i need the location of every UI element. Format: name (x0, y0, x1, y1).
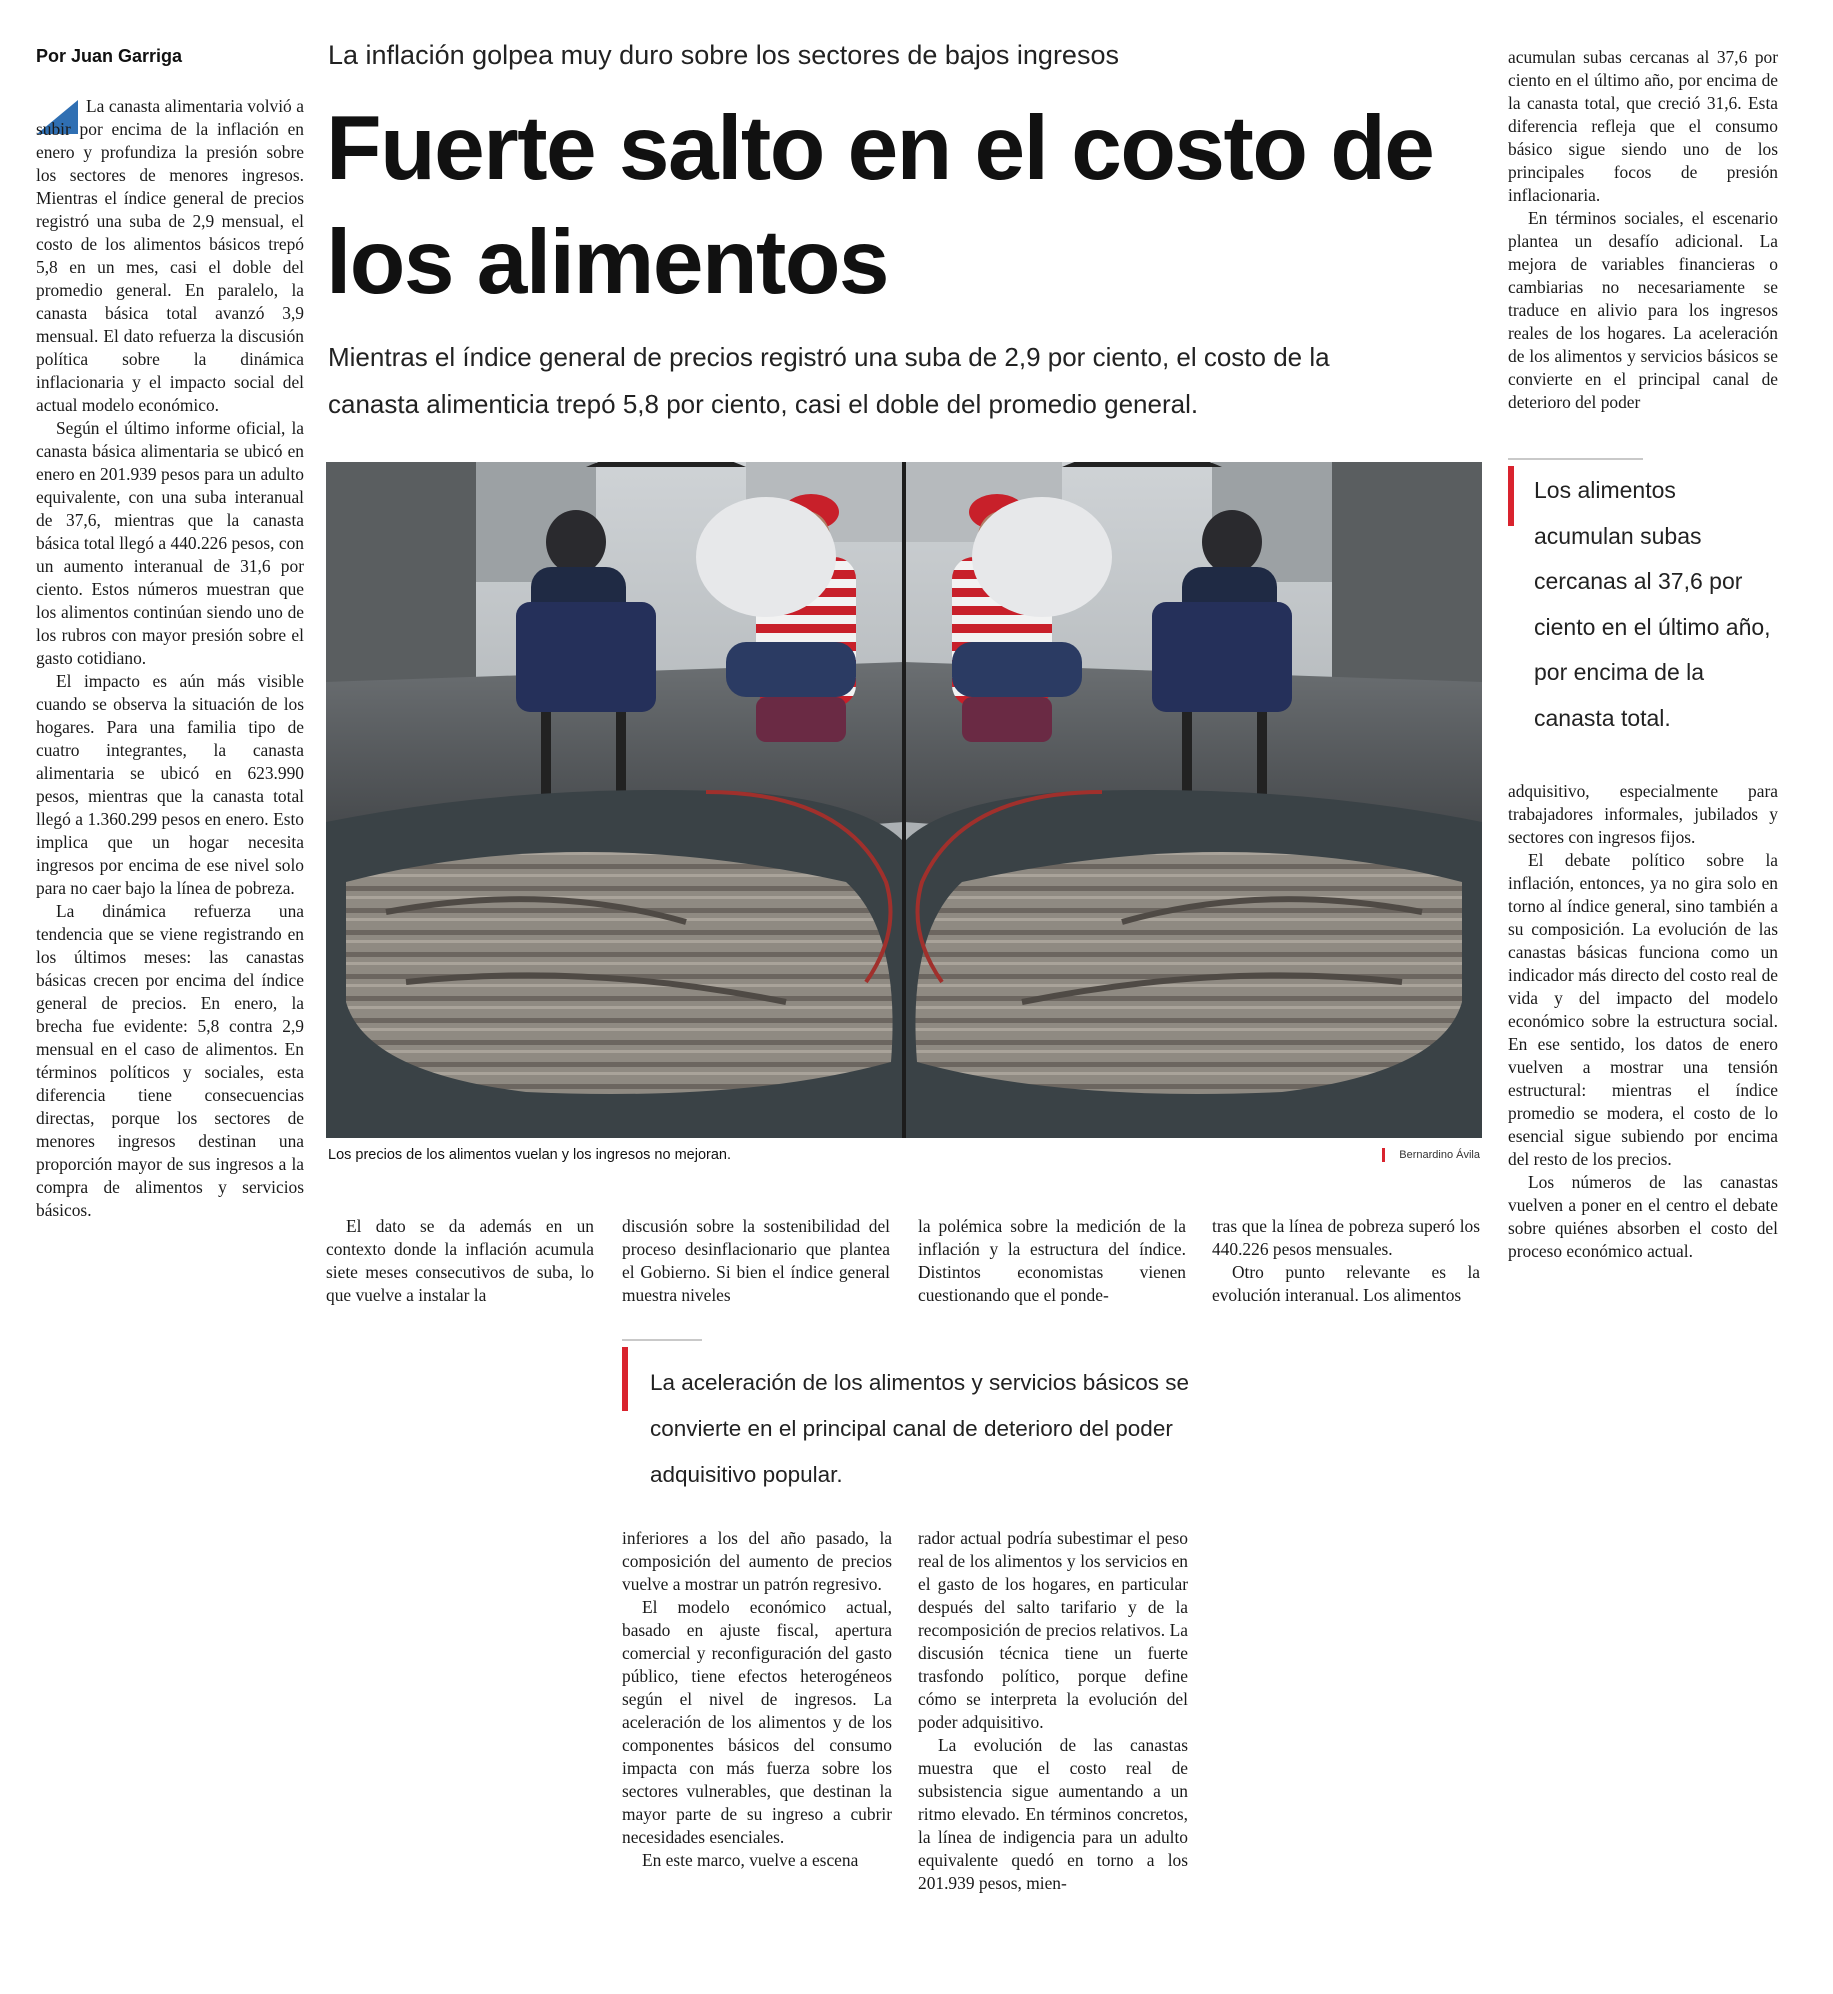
column-left (36, 95, 304, 1222)
paragraph: rador actual podría subestimar el peso real de los alimentos y los servicios en el gasto de los hogares, en particular después del salto tarifario y de la recomposición de precios relativos. La discusión técnica tiene un fuerte trasfondo político, porque define cómo se interpreta la evolución del poder adquisitivo. (918, 1528, 1188, 1732)
article-photo (326, 462, 1482, 1138)
column-row3-2 (918, 1527, 1188, 1895)
paragraph: la polémica sobre la medición de la inflación y la estructura del índice. Distintos economistas vienen cuestionando que el ponde- (918, 1216, 1186, 1305)
pullquote-center: La aceleración de los alimentos y servicios básicos se convierte en el principal canal de deterioro del poder adquisitivo popular. (650, 1370, 1190, 1487)
photo-credit: Bernardino Ávila (1399, 1149, 1480, 1161)
paragraph: El impacto es aún más visible cuando se observa la situación de los hogares. Para una familia tipo de cuatro integrantes, la canasta alimentaria se ubicó en 623.990 pesos, mientras que la canasta total llegó a 1.360.299 pesos en enero. Esto implica que un hogar necesita ingresos por encima de ese nivel solo para no caer bajo la línea de pobreza. (36, 671, 304, 898)
paragraph: acumulan subas cercanas al 37,6 por ciento en el último año, por encima de la canasta total, que creció 31,6. Esta diferencia refleja que el consumo básico sigue siendo uno de los principales focos de presión inflacionaria. (1508, 47, 1778, 205)
pullquote-rule (622, 1339, 702, 1341)
paragraph: La dinámica refuerza una tendencia que se viene registrando en los últimos meses: las canastas básicas crecen por encima del índice general de precios. En enero, la brecha fue evidente: 5,8 contra 2,9 mensual en el caso de alimentos. En términos políticos y sociales, esta diferencia tiene consecuencias directas, porque los sectores de menores ingresos destinan una proporción mayor de sus ingresos a la compra de alimentos y servicios básicos. (36, 901, 304, 1220)
paragraph: tras que la línea de pobreza superó los 440.226 pesos mensuales. (1212, 1216, 1480, 1259)
paragraph: Los números de las canastas vuelven a poner en el centro el debate sobre quiénes absorben el costo del proceso económico actual. (1508, 1172, 1778, 1261)
pullquote-right: Los alimentos acumulan subas cercanas al 37,6 por ciento en el último año, por encima de la canasta total. (1534, 477, 1771, 731)
kicker: La inflación golpea muy duro sobre los sectores de bajos ingresos (328, 40, 1119, 70)
column-row2-4 (1212, 1215, 1480, 1307)
pullquote-rule (1508, 458, 1643, 460)
byline: Por Juan Garriga (36, 46, 183, 66)
paragraph: Otro punto relevante es la evolución interanual. Los alimentos (1212, 1262, 1480, 1305)
headline: Fuerte salto en el costo de los alimentos (326, 98, 1434, 313)
paragraph: Según el último informe oficial, la canasta básica alimentaria se ubicó en enero en 201.939 pesos para un adulto equivalente, con una suba interanual de 37,6, mientras que la canasta básica total llegó a 440.226 pesos, con un aumento interanual de 31,6 por ciento. Estos números muestran que los alimentos continúan siendo uno de los rubros con mayor presión sobre el gasto cotidiano. (36, 418, 304, 668)
column-row2-2 (622, 1215, 890, 1307)
paragraph: inferiores a los del año pasado, la composición del aumento de precios vuelve a mostrar un patrón regresivo. (622, 1528, 892, 1594)
paragraph: En este marco, vuelve a escena (642, 1850, 859, 1870)
pullquote-bar (622, 1347, 628, 1411)
deck: Mientras el índice general de precios registró una suba de 2,9 por ciento, el costo de la canasta alimenticia trepó 5,8 por ciento, casi el doble del promedio general. (328, 342, 1330, 419)
column-row2-3 (918, 1215, 1186, 1307)
column-right-bottom (1508, 780, 1778, 1263)
paragraph: La canasta alimentaria volvió a subir por encima de la inflación en enero y profundiza la presión sobre los sectores de menores ingresos. Mientras el índice general de precios registró una suba de 2,9 mensual, el costo de los alimentos básicos trepó 5,8 en un mes, casi el doble del promedio general. En paralelo, la canasta básica total avanzó 3,9 mensual. El dato refuerza la discusión política sobre la dinámica inflacionaria y el impacto social del actual modelo económico. (36, 96, 304, 415)
paragraph: La evolución de las canastas muestra que el costo real de subsistencia sigue aumentando a un ritmo elevado. En términos concretos, la línea de indigencia para un adulto equivalente quedó en torno a los 201.939 pesos, mien- (918, 1735, 1188, 1893)
paragraph: adquisitivo, especialmente para trabajadores informales, jubilados y sectores con ingresos fijos. (1508, 781, 1778, 847)
column-row3-1 (622, 1527, 892, 1872)
column-row2-1 (326, 1215, 594, 1307)
photo-caption: Los precios de los alimentos vuelan y los ingresos no mejoran. (328, 1147, 731, 1163)
paragraph: El debate político sobre la inflación, entonces, ya no gira solo en torno al índice general, sino también a su composición. La evolución de las canastas básicas funciona como un indicador más directo del costo real de vida y del impacto del modelo económico sobre la estructura social. En ese sentido, los datos de enero vuelven a mostrar una tensión estructural: mientras el índice promedio se modera, el costo de lo esencial sigue subiendo por encima del resto de los precios. (1508, 850, 1778, 1169)
paragraph: El modelo económico actual, basado en ajuste fiscal, apertura comercial y reconfiguración del gasto público, tiene efectos heterogéneos según el nivel de ingresos. La aceleración de los alimentos y de los componentes básicos del consumo impacta con más fuerza sobre los sectores vulnerables, que destinan la mayor parte de su ingreso a cubrir necesidades esenciales. (622, 1597, 892, 1847)
pullquote-bar (1508, 466, 1514, 526)
column-right-top (1508, 46, 1778, 414)
paragraph: En términos sociales, el escenario plantea un desafío adicional. La mejora de variables financieras o cambiarias no necesariamente se traduce en alivio para los ingresos reales de los hogares. La aceleración de los alimentos y servicios básicos se convierte en el principal canal de deterioro del poder (1508, 208, 1778, 412)
paragraph: El dato se da además en un contexto donde la inflación acumula siete meses consecutivos de suba, lo que vuelve a instalar la (326, 1216, 594, 1305)
paragraph: discusión sobre la sostenibilidad del proceso desinflacionario que plantea el Gobierno. Si bien el índice general muestra niveles (622, 1216, 890, 1305)
